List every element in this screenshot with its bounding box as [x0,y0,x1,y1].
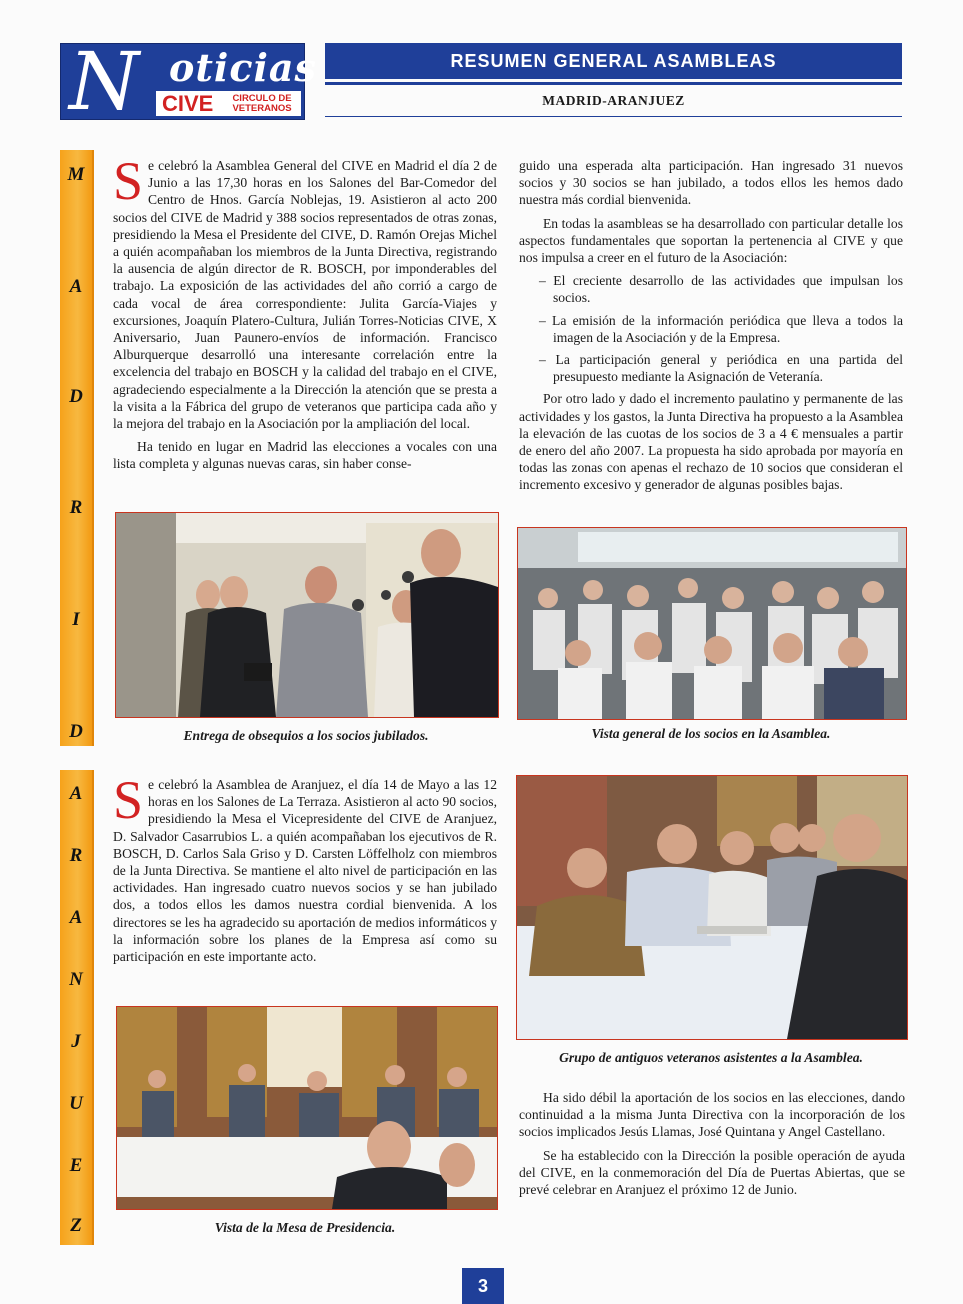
photo-general-view [517,527,907,720]
caption-presidency-table: Vista de la Mesa de Presidencia. [214,1220,396,1235]
header-rule-thin [325,116,902,117]
sidebar-letter: Z [70,1215,82,1236]
photo-gifts-image [116,513,498,717]
sidebar-madrid [60,150,94,746]
photo-gifts-retirees [115,512,499,718]
sidebar-letter: A [69,907,83,928]
sidebar-letter: U [69,1093,83,1114]
sidebar-letter: J [71,1031,81,1052]
aranjuez-paragraph: Ha sido débil la aportación de los socios en las elecciones, dando continuidad a la misma Junta Directiva con la incorporación de los socios implicados Jesús Llamas, José Quintana y Angel Castellano. [519,1090,905,1140]
madrid-p1: e celebró la Asamblea General del CIVE en Madrid el día 2 de Junio a las 17,30 horas en los Salones del Bar-Comedor del Centro de Hnos. García Noblejas, 19. Asistieron al acto 200 socios del CIVE de Madrid y 388 socios representados de otras zonas, presidiendo la Mesa el Presidente del CIVE, D. Ramón Orejas Michel a quién acompañaban los miembros de la Junta Directiva, registrando la ausencia de algún director de R. BOSCH, por imponderables del trabajo. La exposición de las actividades del año corrió a cargo de cada vocal de área correspondiente: Julita García-Viajes y excursiones, Joaquín Platero-Cultura, Julián Torres-Noticias CIVE, X Aniversario, Juan Paunero-envíos de información. Francisco Alburquerque desarrolló una interesante correlación entre la excelencia del trabajo en BOSCH y la calidad del trabajo en el CIVE, agradeciendo especialmente a la Dirección la atención que se presta a la visita a la Fábrica del grupo de veteranos que participa cada año y la mejora del trabajo en la Asociación por la ampliación del local. [113,158,497,432]
caption-general-view: Vista general de los socios en la Asamblea. [591,726,831,741]
sidebar-letter: A [69,783,83,804]
caption-gifts-retirees: Entrega de obsequios a los socios jubilados. [183,728,429,743]
madrid-paragraph: guido una esperada alta participación. Han ingresado 31 nuevos socios y 30 socios se han jubilado, a todos ellos les hemos dado nuestra más cordial bienvenida. [519,158,903,208]
section-title: RESUMEN GENERAL ASAMBLEAS [325,43,902,79]
madrid-paragraph: En todas la asambleas se ha desarrollado con particular detalle los aspectos fundamentales que soportan la pertenencia al CIVE y que nos impulsa a creer en el futuro de la Asociación: [519,215,903,266]
madrid-paragraph: Por otro lado y dado el incremento paulatino y permanente de las actividades y los gastos, la Junta Directiva ha propuesto a la Asamblea la elevación de las cuotas de los socios de 3 a 4 € mensuales a partir de enero del año 2007. La propuesta ha sido aprobada por mayoría en todas las zonas con apenas el rechazo de 10 socios que consideran el incremento excesivo y generador de algunas posibles bajas. [519,391,903,493]
sidebar-letter: I [72,609,80,630]
drop-cap: S [113,770,144,830]
sidebar-letter: R [69,497,83,518]
sidebar-letter: E [69,1155,83,1176]
logo-letter: N [69,35,135,128]
sidebar-letter: D [69,386,83,407]
caption-veterans-group: Grupo de antiguos veteranos asistentes a la Asamblea. [559,1050,863,1065]
sidebar-letter: A [69,276,83,297]
logo-cive: CIVE [162,91,214,116]
logo-word: oticias [169,45,317,90]
madrid-paragraph: Ha tenido en lugar en Madrid las elecciones a vocales con una lista completa y algunas nuevas caras, sin haber conse- [113,439,497,472]
aranjuez-article-left [113,770,497,971]
aranjuez-p1: e celebró la Asamblea de Aranjuez, el día 14 de Mayo a las 12 horas en los Salones de La Terraza. Asistieron al acto 90 socios, presidiendo la Mesa el Vicepresidente del CIVE de Aranjuez, D. Salvador Casarrubios L. a quién acompañaban los ejecutivos de R. BOSCH, D. Carlos Sala Griso y D. Carsten Löffelholz con miembros de la Junta Directiva. Se mantiene el alto nivel de participación en las actividades. Han ingresado cuatro nuevos socios y se han jubilado dos, a todos ellos les damos nuestra cordial bienvenida. A los directores se les ha agradecido su aportación de medios informáticos y la información sobre los planes de la Empresa así como su participación en este importante acto. [113,777,497,965]
logo-cive-box [156,91,301,116]
bullet-item: – La participación general y periódica en una partida del presupuesto mediante la Asignación de Veteranía. [539,352,903,385]
madrid-article-right [519,157,903,500]
bullet-item: – La emisión de la información periódica que lleva a todos la imagen de la Asociación y de la Empresa. [539,312,903,345]
sidebar-letter: M [67,164,85,185]
aranjuez-article-right [519,1089,905,1204]
photo-veterans-group [516,775,908,1040]
bullet-item: – El creciente desarrollo de las actividades que impulsan los socios. [539,273,903,306]
photo-presidency-image [117,1007,497,1209]
madrid-paragraph [113,151,497,432]
madrid-article-left [113,151,497,479]
aranjuez-paragraph [113,770,497,965]
sidebar-letter: N [69,969,83,990]
header-rule [325,82,902,85]
sidebar-aranjuez [60,770,94,1245]
photo-veterans-image [517,776,907,1039]
sidebar-letter: R [69,845,83,866]
drop-cap: S [113,151,144,211]
noticias-cive-logo [60,35,317,128]
photo-general-view-image [518,528,906,719]
photo-presidency-table [116,1006,498,1210]
page-number: 3 [462,1268,504,1304]
sidebar-letter: D [69,721,83,742]
aranjuez-paragraph: Se ha establecido con la Dirección la posible operación de ayuda del CIVE, en la conmemoración del Día de Puertas Abiertas, que se prevé celebrar en Aranjuez el próximo 12 de Junio. [519,1147,905,1198]
logo-subtitle: CIRCULO DE VETERANOS [232,93,292,114]
section-subtitle: MADRID-ARANJUEZ [542,93,685,108]
